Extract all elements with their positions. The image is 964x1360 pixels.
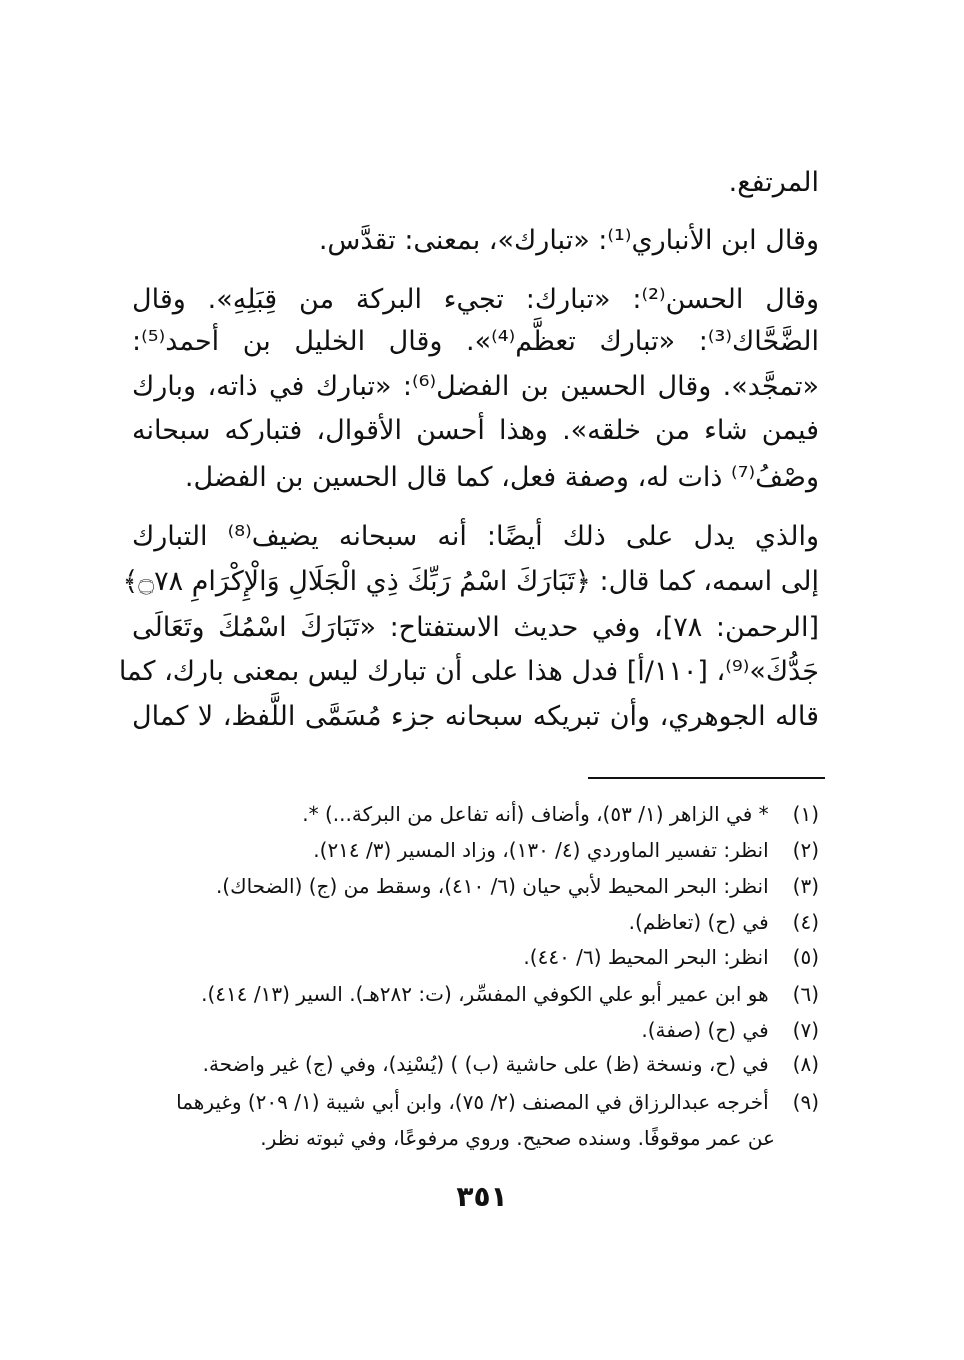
footnote-text: انظر: البحر المحيط (٦/ ٤٤٠).	[523, 945, 769, 969]
footnote-number: (٣)	[792, 874, 819, 898]
footnote-text: انظر: البحر المحيط لأبي حيان (٦/ ٤١٠)، وسقط من (ج) (الضحاك).	[215, 874, 769, 898]
footnote-6	[201, 980, 819, 1008]
footnote-5	[523, 943, 819, 971]
footnote-text: أخرجه عبدالرزاق في المصنف (٢/ ٧٥)، وابن أبي شيبة (١/ ٢٠٩) وغيرهما	[176, 1090, 769, 1114]
body-line-7: وصْفُ⁽⁷⁾ ذات له، وصفة فعل، كما قال الحسين بن الفضل.	[184, 462, 819, 493]
page-number: ٣٥١	[456, 1180, 508, 1213]
body-line-5: «تمجَّد». وقال الحسين بن الفضل⁽⁶⁾: «تبارك في ذاته، وبارك	[132, 371, 819, 402]
footnote-number: (١)	[792, 802, 819, 826]
footnote-number: (٤)	[792, 910, 819, 934]
body-line-6: فيمن شاء من خلقه». وهذا أحسن الأقوال، فتباركه سبحانه	[132, 415, 819, 446]
body-line-3: وقال الحسن⁽²⁾: «تبارك: تجيء البركة من قِبَلِهِ». وقال	[132, 284, 819, 315]
footnote-9	[176, 1088, 819, 1116]
footnote-text: * في الزاهر (١/ ٥٣)، وأضاف (أنه تفاعل من البركة...) *.	[302, 802, 769, 826]
body-line-4: الضَّحَّاك⁽³⁾: «تبارك تعظَّم⁽⁴⁾». وقال الخليل بن أحمد⁽⁵⁾:	[132, 326, 820, 357]
footnote-3	[216, 872, 819, 900]
footnote-1	[302, 800, 819, 828]
footnote-text: هو ابن عمير أبو علي الكوفي المفسِّر، (ت: ٢٨٢هـ). السير (١٣/ ٤١٤).	[201, 982, 769, 1006]
footnote-text: في (ح) (صفة).	[641, 1018, 769, 1042]
footnote-7	[641, 1016, 819, 1044]
footnote-8	[203, 1050, 819, 1078]
footnote-number: (٩)	[792, 1090, 819, 1114]
footnote-4	[629, 908, 819, 936]
footnote-text: في (ح) (تعاظم).	[628, 910, 769, 934]
body-line-8: والذي يدل على ذلك أيضًا: أنه سبحانه يضيف⁽⁸⁾ التبارك	[132, 521, 819, 552]
footnote-number: (٢)	[792, 838, 819, 862]
body-line-9-quran-verse: إلى اسمه، كما قال: ﴿تَبَارَكَ اسْمُ رَبِّكَ ذِي الْجَلَالِ وَالْإِكْرَامِ ۝٧٨﴾	[122, 566, 819, 597]
footnote-separator	[588, 777, 825, 779]
footnote-text: انظر: تفسير الماوردي (٤/ ١٣٠)، وزاد المسير (٣/ ٢١٤).	[313, 838, 769, 862]
footnote-2	[313, 836, 819, 864]
body-line-2: وقال ابن الأنباري⁽¹⁾: «تبارك»، بمعنى: تقدَّس.	[318, 225, 819, 256]
body-line-10: [الرحمن: ٧٨]، وفي حديث الاستفتاح: «تَبَارَكَ اسْمُكَ وتَعَالَى	[132, 612, 819, 643]
footnote-number: (٨)	[792, 1052, 819, 1076]
footnote-9-continuation: عن عمر موقوفًا. وسنده صحيح. وروي مرفوعًا، وفي ثبوته نظر.	[260, 1126, 775, 1150]
footnote-number: (٧)	[792, 1018, 819, 1042]
footnote-number: (٥)	[792, 945, 819, 969]
body-line-1: المرتفع.	[728, 167, 819, 198]
footnote-text: في (ح، ونسخة (ظ) على حاشية (ب) ) (يُسْنِد)، وفي (ج) غير واضحة.	[202, 1052, 769, 1076]
body-line-11: جَدُّكَ»⁽⁹⁾، [١١٠/أ] فدل هذا على أن تبارك ليس بمعنى بارك، كما	[118, 656, 819, 687]
body-line-12: قاله الجوهري، وأن تبريكه سبحانه جزء مُسَمَّى اللَّفظ، لا كمال	[132, 701, 819, 732]
footnote-number: (٦)	[792, 982, 819, 1006]
